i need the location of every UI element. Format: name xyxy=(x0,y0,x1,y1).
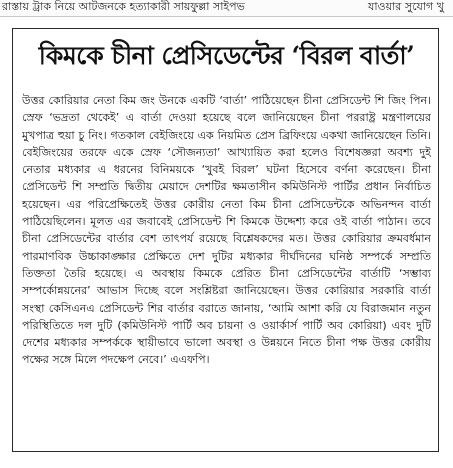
article-headline: কিমকে চীনা প্রেসিডেন্টের ‘বিরল বার্তা’ xyxy=(38,40,415,70)
neighbor-headline-left: রাস্তায় ট্রাক নিয়ে আটজনকে হত্যাকারী সায়ফুল্লা সাইপভ xyxy=(2,0,245,13)
article-body: উত্তর কোরিয়ার নেতা কিম জং উনকে একটি ‘বার্তা’ পাঠিয়েছেন চীনা প্রেসিডেন্ট শি জিং পিন। স্রেফ ‘ভদ্রতা থেকেই’ এ বার্তা দেওয়া হয়েছে বলে জানিয়েছেন চীনা পররাষ্ট্র মন্ত্রণালয়ের মুখপাত্র হুয়া চু নিং। গতকাল বেইজিংয়ে এক নিয়মিত প্রেস ব্রিফিংয়ে একথা জানিয়েছেন তিনি। বেইজিংয়ের তরফে একে স্রেফ ‘সৌজন্যতা’ আখ্যায়িত করা হলেও বিশেষজ্ঞরা অবশ্য দুই নেতার মধ্যকার এ ধরনের বিনিময়কে ‘খুবই বিরল’ ঘটনা হিসেবে বর্ণনা করেছেন। চীনা প্রেসিডেন্ট শি সম্প্রতি দ্বিতীয় মেয়াদে দেশটির ক্ষমতাসীন কমিউনিস্ট পার্টির প্রধান নির্বাচিত হয়েছেন। এর পরিপ্রেক্ষিতেই উত্তর কোরীয় নেতা কিম চীনা প্রেসিডেন্টকে অভিনন্দন বার্তা পাঠিয়েছিলেন। মূলত এর জবাবেই প্রেসিডেন্ট শি কিমকে উদ্দেশ্য করে ওই বার্তা পাঠান। তবে চীনা প্রেসিডেন্টের বার্তার বেশ তাৎপর্য রয়েছে বিশ্লেষকদের মত। উত্তর কোরিয়ার ক্রমবর্ধমান পারমাণবিক উচ্চাকাঙ্ক্ষার প্রেক্ষিতে দেশ দুটির মধ্যকার দীর্ঘদিনের ঘনিষ্ঠ সম্পর্কে সম্প্রতি তিক্ততা তৈরি হয়েছে। এ অবস্থায় কিমকে প্রেরিত চীনা প্রেসিডেন্টের বার্তাটি ‘সম্ভাব্য সম্পর্কোন্নয়নের’ আভাস দিচ্ছে বলে সংশ্লিষ্টরা জানিয়েছেন। উত্তর কোরিয়ার সরকারি বার্তা সংস্থা কেসিএনএ প্রেসিডেন্ট শির বার্তার বরাতে জানায়, ‘আমি আশা করি যে বিরাজমান নতুন পরিস্থিতিতে দল দুটি (কমিউনিস্ট পার্টি অব চায়না ও ওয়ার্কার্স পার্টি অব কোরিয়া) এবং দুটি দেশের মধ্যকার সম্পর্ককে স্থায়ীভাবে ভালো অবস্থা ও উন্নয়নে নিতে চীনা পক্ষ উত্তর কোরীয় পক্ষের সঙ্গে মিলে পদক্ষেপ নেবে।’ এএফপি। xyxy=(22,94,431,367)
neighbor-headline-right: যাওয়ার সুযোগ খু xyxy=(368,0,444,13)
neighbor-article-strip xyxy=(0,0,453,17)
article-body-container xyxy=(22,92,431,448)
